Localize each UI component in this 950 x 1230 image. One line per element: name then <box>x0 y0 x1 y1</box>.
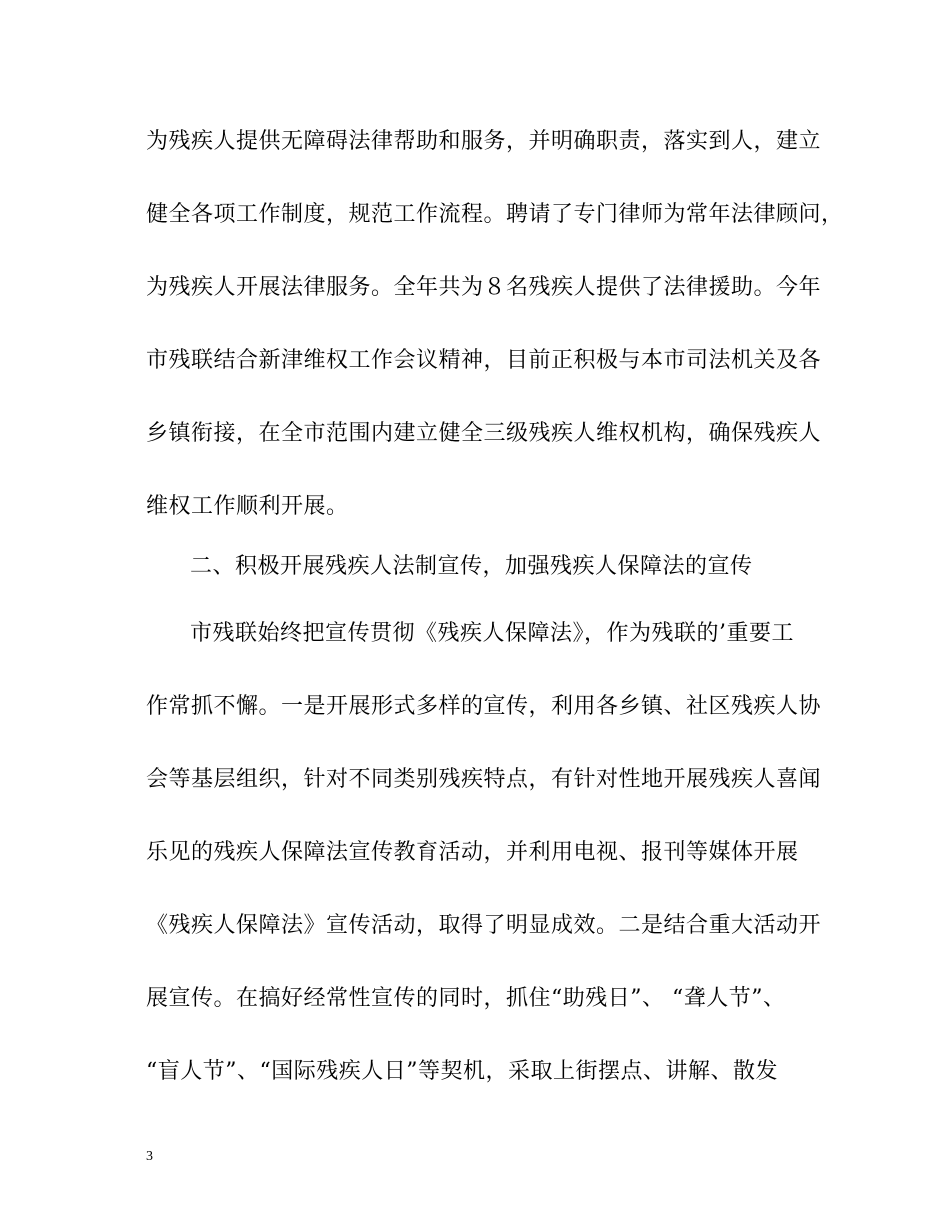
body-text-line: 市残联结合新津维权工作会议精神，目前正积极与本市司法机关及各 <box>146 348 822 373</box>
body-text-line: 乐见的残疾人保障法宣传教育活动，并利用电视、报刊等媒体开展 <box>146 840 799 865</box>
body-text-line: 会等基层组织，针对不同类别残疾特点，有针对性地开展残疾人喜闻 <box>146 767 822 792</box>
section-heading: 二、积极开展残疾人法制宣传，加强残疾人保障法的宣传 <box>190 554 753 579</box>
body-text-line: 为残疾人提供无障碍法律帮助和服务，并明确职责，落实到人，建立 <box>146 129 822 154</box>
body-text-line: 为残疾人开展法律服务。全年共为８名残疾人提供了法律援助。今年 <box>146 275 822 300</box>
body-text-line: 健全各项工作制度，规范工作流程。聘请了专门律师为常年法律顾问， <box>146 202 844 227</box>
page-number: 3 <box>146 1149 153 1164</box>
body-text-line: 展宣传。在搞好经常性宣传的同时，抓住“助残日”、 “聋人节”、 <box>146 986 786 1011</box>
body-text-line: 《残疾人保障法》宣传活动，取得了明显成效。二是结合重大活动开 <box>146 913 822 938</box>
body-text-line: 乡镇衔接，在全市范围内建立健全三级残疾人维权机构，确保残疾人 <box>146 421 822 446</box>
body-text-line: 维权工作顺利开展。 <box>146 494 349 519</box>
body-text-line: 作常抓不懈。一是开展形式多样的宣传，利用各乡镇、社区残疾人协 <box>146 694 822 719</box>
paragraph-first-line: 市残联始终把宣传贯彻《残疾人保障法》，作为残联的’重要工 <box>190 621 794 646</box>
body-text-line: “盲人节”、“国际残疾人日”等契机，采取上街摆点、讲解、散发 <box>146 1059 778 1084</box>
